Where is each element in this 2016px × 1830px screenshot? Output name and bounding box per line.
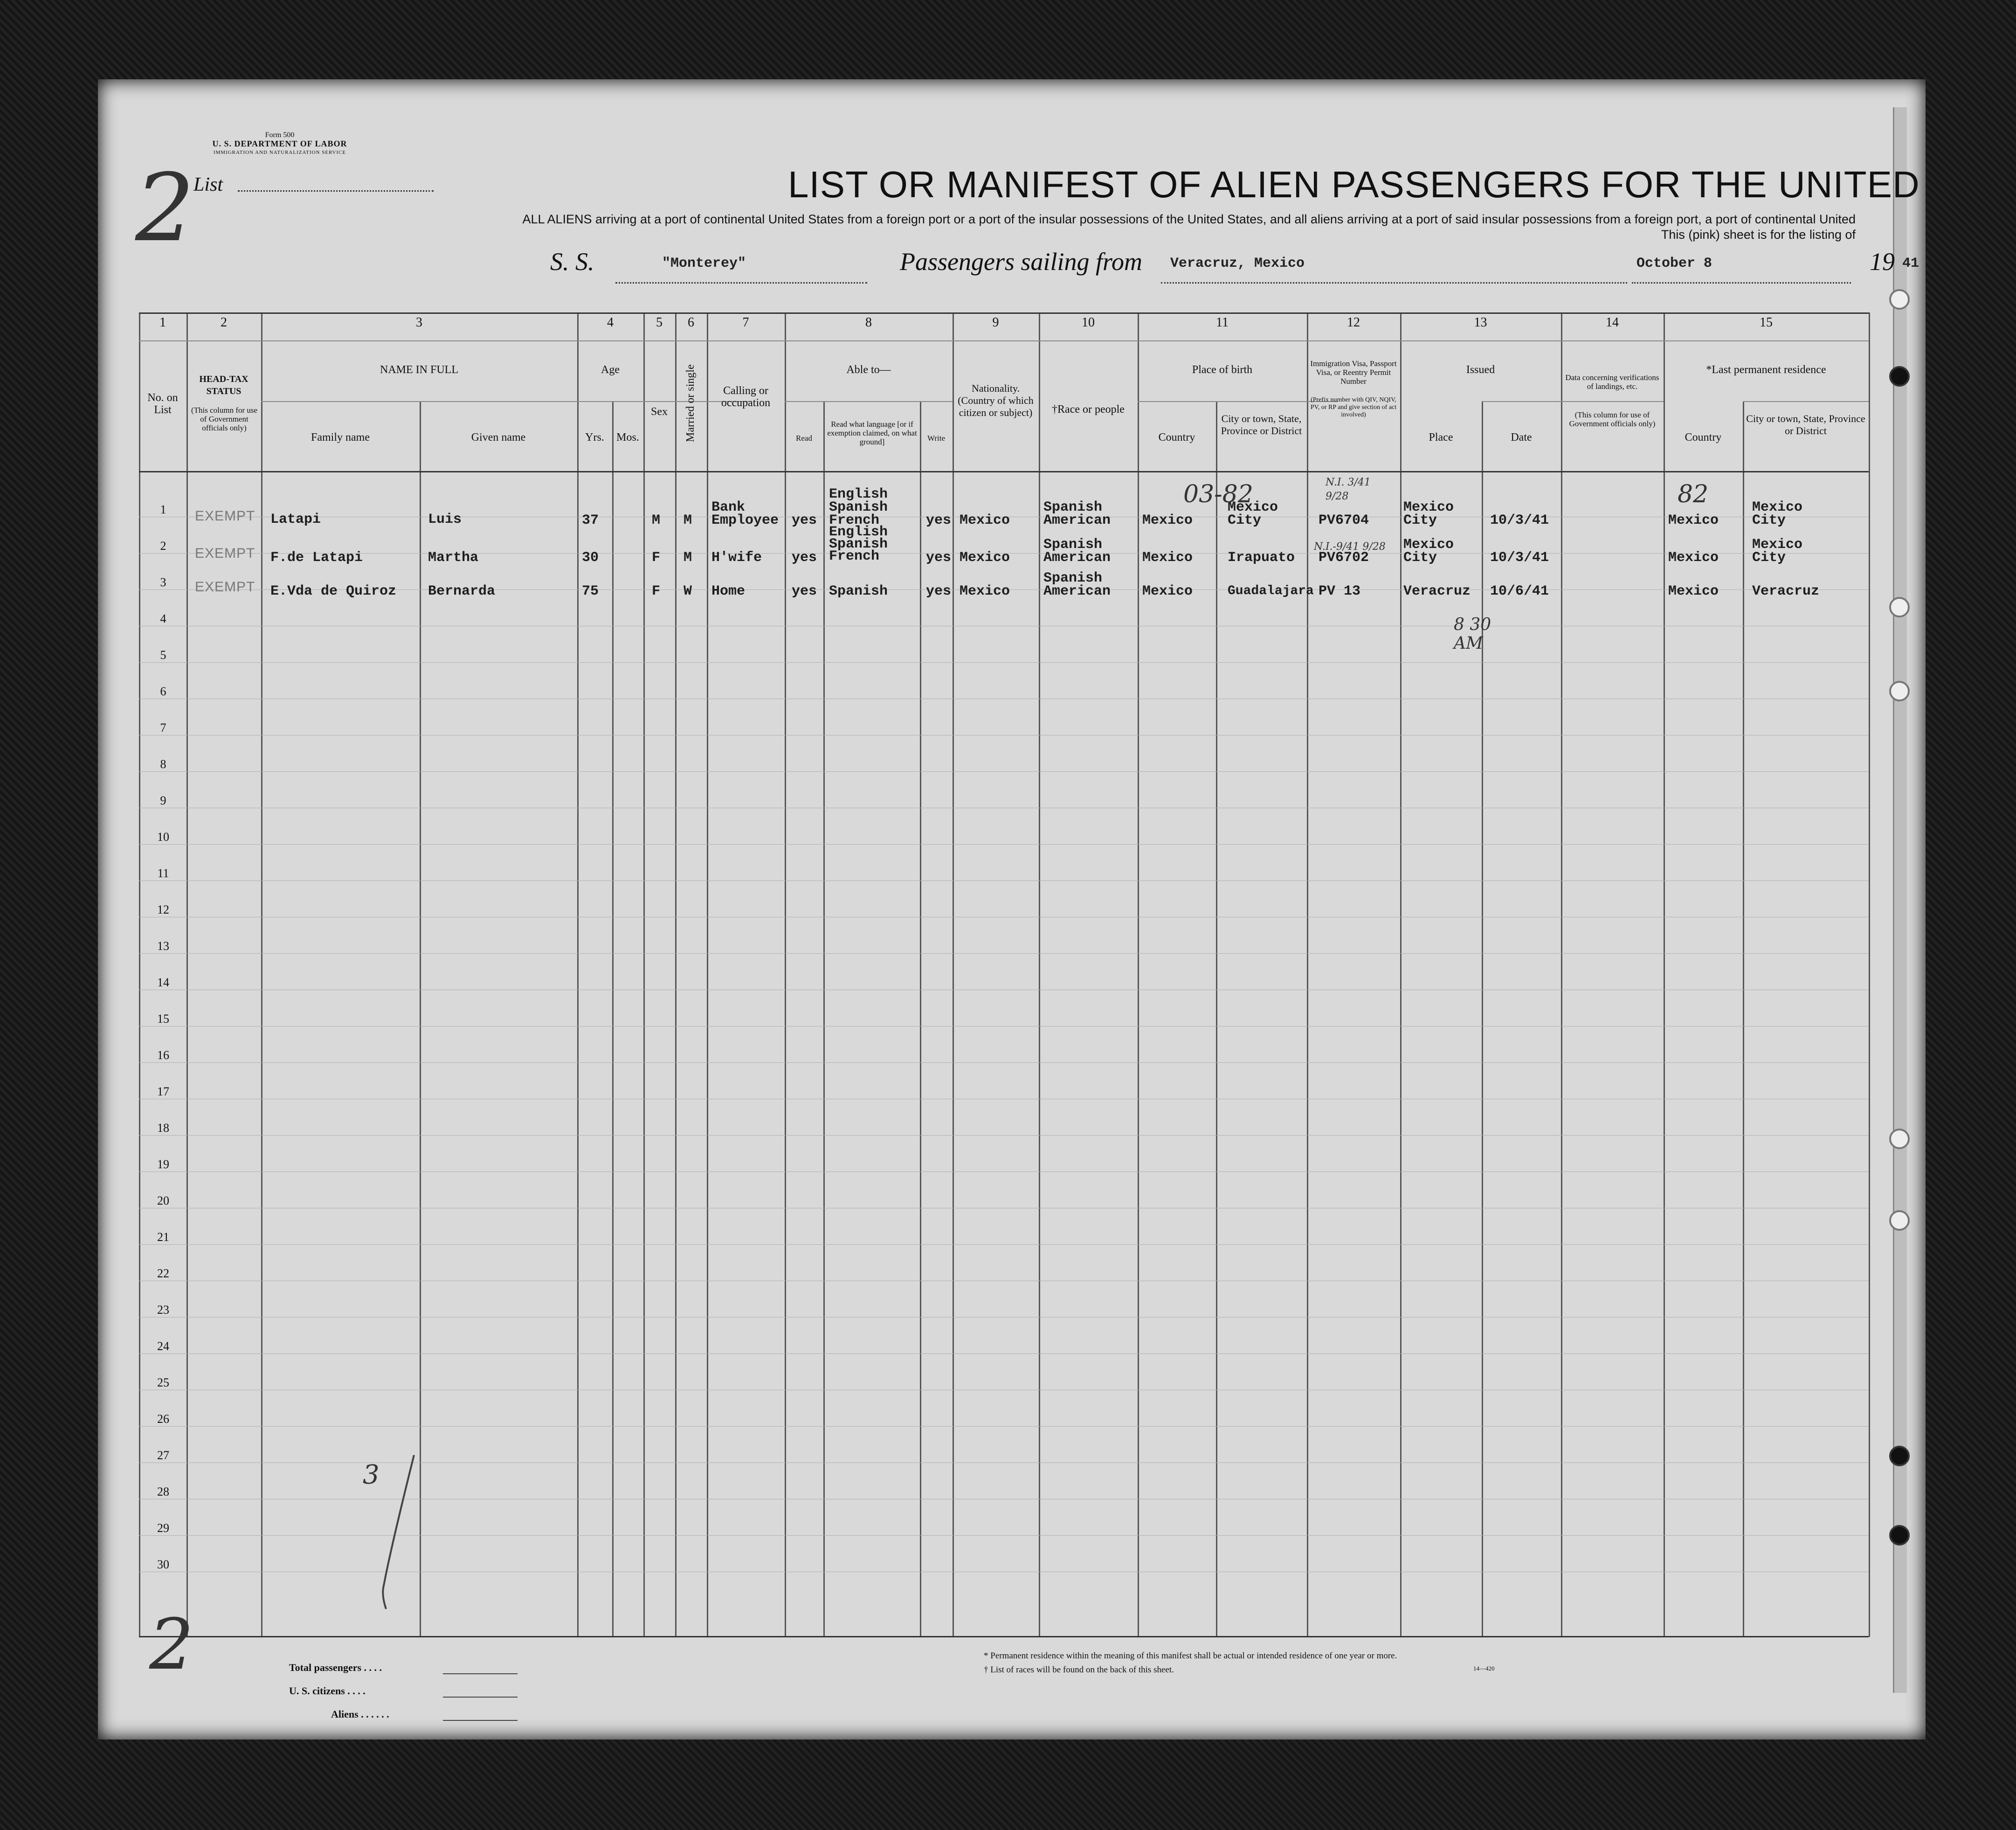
race: Spanish American: [1043, 537, 1111, 566]
header-visa: Immigration Visa, Passport Visa, or Reentry Permit Number: [1310, 359, 1397, 386]
header-visa-note: (Prefix number with QIV, NQIV, PV, or RP and give section of act involved): [1310, 396, 1397, 418]
row-number: 5: [160, 648, 166, 662]
punch-hole: [1889, 597, 1910, 617]
page-title: LIST OR MANIFEST OF ALIEN PASSENGERS FOR THE UNITED: [788, 164, 1920, 205]
departure-date: October 8: [1636, 256, 1712, 271]
year-prefix: 19: [1870, 248, 1895, 276]
can-write: yes: [926, 550, 952, 566]
header-mos: Mos.: [616, 431, 639, 444]
row-rule: [139, 662, 1869, 663]
row-number: 24: [157, 1339, 169, 1353]
header-nationality: Nationality. (Country of which citizen or subject): [958, 382, 1034, 418]
header-age: Age: [601, 364, 620, 376]
head-tax-stamp: EXEMPT: [195, 546, 255, 561]
birth-country: Mexico: [1142, 550, 1193, 566]
header-issued-date: Date: [1511, 431, 1532, 444]
row-number: 11: [157, 866, 169, 880]
row-number: 16: [157, 1048, 169, 1062]
given-name: Luis: [428, 512, 462, 527]
department-name: U. S. DEPARTMENT OF LABOR: [212, 139, 347, 148]
row-number: 21: [157, 1230, 169, 1244]
sex: F: [652, 583, 661, 599]
row-rule: [139, 880, 1869, 881]
can-read: yes: [792, 513, 817, 528]
visa-number: PV6704: [1319, 513, 1369, 528]
nationality: Mexico: [960, 550, 1010, 566]
residence-country: Mexico: [1668, 550, 1719, 566]
row-number: 27: [157, 1449, 169, 1462]
handwritten-note: N.I. 3/41 9/28: [1326, 477, 1371, 502]
header-write: Write: [927, 434, 946, 443]
can-write: yes: [926, 513, 952, 528]
row-rule: [139, 953, 1869, 954]
column-number: 1: [159, 315, 166, 330]
marital-status: M: [684, 550, 692, 566]
manifest-sheet: [98, 79, 1926, 1740]
row-rule: [139, 1062, 1869, 1063]
family-name: F.de Latapi: [270, 550, 363, 566]
column-number: 5: [656, 315, 663, 330]
form-code: 14—420: [1473, 1665, 1495, 1672]
nationality: Mexico: [960, 583, 1010, 599]
row-number: 10: [157, 830, 169, 844]
header-married: Married or single: [684, 364, 697, 443]
can-write: yes: [926, 583, 952, 599]
row-number: 28: [157, 1485, 169, 1498]
family-name: E.Vda de Quiroz: [270, 583, 397, 599]
header-given-name: Given name: [471, 431, 526, 444]
form-number: Form 500: [265, 131, 295, 139]
row-number: 20: [157, 1194, 169, 1207]
row-rule: [139, 844, 1869, 845]
age-years: 75: [582, 583, 599, 599]
us-citizens-line: [443, 1697, 518, 1698]
header-read: Read: [796, 434, 812, 443]
footnote-races: † List of races will be found on the back of this sheet.: [984, 1665, 1174, 1675]
row-number: 4: [160, 612, 166, 625]
row-rule: [139, 1244, 1869, 1245]
subtitle-line-1: ALL ALIENS arriving at a port of continental United States from a foreign port or a port of the insular possessions of the United States, and all aliens arriving at a port of said insular possessions from a foreign port, a port of continental United: [522, 212, 1856, 226]
us-citizens-label: U. S. citizens . . . .: [289, 1685, 366, 1697]
column-number: 10: [1082, 315, 1095, 330]
issued-place: Mexico City: [1403, 537, 1454, 566]
header-race: †Race or people: [1052, 403, 1125, 416]
column-number: 14: [1606, 315, 1619, 330]
ss-label: S. S.: [550, 248, 594, 276]
sex: M: [652, 513, 661, 528]
family-name: Latapi: [270, 512, 321, 527]
header-verifications: Data concerning verifications of landings, etc.: [1565, 373, 1659, 391]
row-rule: [139, 1353, 1869, 1354]
header-yrs: Yrs.: [585, 431, 604, 444]
list-line: [238, 190, 434, 192]
row-number: 22: [157, 1267, 169, 1280]
row-number: 30: [157, 1558, 169, 1571]
header-read-language: Read what language [or if exemption claimed, on what ground]: [827, 420, 917, 446]
given-name: Martha: [428, 550, 479, 566]
column-number: 6: [688, 315, 694, 330]
header-birth-country: Country: [1158, 431, 1195, 444]
column-number: 15: [1760, 315, 1773, 330]
issued-date: 10/3/41: [1490, 550, 1549, 566]
subtitle-line-2: This (pink) sheet is for the listing of: [1661, 228, 1856, 242]
row-rule: [139, 1171, 1869, 1172]
handwritten-note: N.I.-9/41 9/28: [1314, 541, 1386, 553]
header-res-country: Country: [1685, 431, 1722, 444]
occupation: Bank Employee: [711, 499, 779, 528]
age-years: 37: [582, 513, 599, 528]
handwritten-mark: 2: [149, 1604, 194, 1685]
residence-city: Mexico City: [1752, 499, 1803, 528]
form-identifier: [186, 131, 373, 157]
residence-country: Mexico: [1668, 513, 1719, 528]
punch-hole: [1889, 1525, 1910, 1546]
column-number: 8: [865, 315, 872, 330]
punch-hole: [1889, 681, 1910, 701]
total-passengers-label: Total passengers . . . .: [289, 1662, 382, 1673]
race: Spanish American: [1043, 570, 1111, 599]
header-birth-city: City or town, State, Province or District: [1221, 413, 1302, 437]
issued-place: Mexico City: [1403, 499, 1454, 528]
footnote-residence: * Permanent residence within the meaning of this manifest shall be actual or intended residence of one year or more.: [984, 1651, 1397, 1661]
punch-hole: [1889, 289, 1910, 310]
port-line: [1161, 282, 1627, 284]
can-read: yes: [792, 583, 817, 599]
visa-number: PV 13: [1319, 583, 1361, 599]
can-read: yes: [792, 550, 817, 566]
aliens-line: [443, 1720, 518, 1721]
total-passengers-line: [443, 1673, 518, 1674]
year-suffix: 41: [1902, 256, 1919, 271]
row-number: 6: [160, 685, 166, 698]
handwritten-code: 82: [1678, 480, 1709, 508]
row-number: 23: [157, 1303, 169, 1317]
birth-city: Guadalajara: [1228, 584, 1314, 598]
head-tax-stamp: EXEMPT: [195, 579, 255, 595]
table-bottom-rule: [139, 1636, 1869, 1637]
given-name: Bernarda: [428, 583, 496, 599]
header-res-city: City or town, State, Province or District: [1746, 413, 1865, 437]
race: Spanish American: [1043, 499, 1111, 528]
column-number: 9: [992, 315, 999, 330]
row-number: 17: [157, 1085, 169, 1098]
marital-status: W: [684, 583, 692, 599]
age-years: 30: [582, 550, 599, 566]
punch-hole: [1889, 366, 1910, 387]
row-number: 9: [160, 794, 166, 807]
list-label: List: [193, 174, 223, 195]
visa-number: PV6702: [1319, 550, 1369, 566]
marital-status: M: [684, 513, 692, 528]
issued-date: 10/6/41: [1490, 583, 1549, 599]
row-number: 3: [160, 575, 166, 589]
row-number: 7: [160, 721, 166, 735]
header-able-to: Able to—: [846, 364, 891, 376]
punch-hole: [1889, 1210, 1910, 1231]
row-number: 13: [157, 939, 169, 953]
handwritten-count: 3: [363, 1460, 380, 1490]
languages: Spanish: [829, 583, 888, 599]
check-mark: [372, 1441, 428, 1628]
header-place-of-birth: Place of birth: [1192, 364, 1253, 376]
row-number: 1: [160, 503, 166, 516]
departure-port: Veracruz, Mexico: [1170, 256, 1305, 271]
row-rule: [139, 771, 1869, 772]
residence-city: Veracruz: [1752, 583, 1820, 599]
nationality: Mexico: [960, 513, 1010, 528]
header-family-name: Family name: [311, 431, 370, 444]
languages: English Spanish French: [829, 486, 888, 528]
row-number: 19: [157, 1158, 169, 1171]
birth-city: Mexico City: [1228, 499, 1278, 528]
column-number: 2: [221, 315, 227, 330]
issued-date: 10/3/41: [1490, 513, 1549, 528]
languages: English Spanish French: [829, 524, 888, 564]
header-calling: Calling or occupation: [721, 385, 771, 409]
header-no-on-list: No. on List: [147, 392, 178, 416]
header-name-in-full: NAME IN FULL: [380, 364, 458, 376]
column-number: 4: [607, 315, 614, 330]
column-number: 13: [1474, 315, 1487, 330]
sailing-label: Passengers sailing from: [900, 248, 1143, 276]
handwritten-code: 03-82: [1183, 480, 1253, 508]
row-rule: [139, 1135, 1869, 1136]
manifest-table: [139, 312, 1869, 1637]
header-head-tax-note: (This column for use of Government officials only): [191, 406, 258, 432]
column-number: 12: [1347, 315, 1360, 330]
column-number: 7: [742, 315, 749, 330]
service-name: IMMIGRATION AND NATURALIZATION SERVICE: [213, 150, 346, 155]
date-line: [1632, 282, 1851, 284]
handwritten-list-number: 2: [135, 154, 195, 263]
occupation: Home: [711, 583, 746, 599]
header-verifications-note: (This column for use of Government officials only): [1569, 410, 1656, 428]
handwritten-time: 8 30 AM: [1454, 615, 1491, 653]
residence-country: Mexico: [1668, 583, 1719, 599]
occupation: H'wife: [711, 550, 762, 566]
sex: F: [652, 550, 661, 566]
row-number: 8: [160, 757, 166, 771]
birth-city: Irapuato: [1228, 550, 1295, 566]
row-number: 29: [157, 1521, 169, 1535]
punch-hole: [1889, 1446, 1910, 1466]
row-number: 18: [157, 1121, 169, 1135]
header-issued: Issued: [1466, 364, 1495, 376]
column-number: 3: [416, 315, 422, 330]
ship-name: "Monterey": [662, 256, 746, 271]
issued-place: Veracruz: [1403, 583, 1471, 599]
birth-country: Mexico: [1142, 583, 1193, 599]
header-sex: Sex: [651, 406, 668, 418]
row-number: 2: [160, 539, 166, 553]
head-tax-stamp: EXEMPT: [195, 508, 255, 524]
punch-hole: [1889, 1129, 1910, 1149]
header-head-tax: HEAD-TAX STATUS: [199, 374, 249, 396]
row-number: 25: [157, 1376, 169, 1389]
row-rule: [139, 1426, 1869, 1427]
row-number: 26: [157, 1412, 169, 1426]
birth-country: Mexico: [1142, 513, 1193, 528]
residence-city: Mexico City: [1752, 537, 1803, 566]
header-issued-place: Place: [1429, 431, 1453, 444]
aliens-label: Aliens . . . . . .: [331, 1708, 389, 1720]
row-number: 15: [157, 1012, 169, 1026]
ship-line: [615, 282, 867, 284]
row-number: 12: [157, 903, 169, 916]
row-number: 14: [157, 976, 169, 989]
header-last-residence: *Last permanent residence: [1706, 364, 1826, 376]
column-number: 11: [1216, 315, 1229, 330]
